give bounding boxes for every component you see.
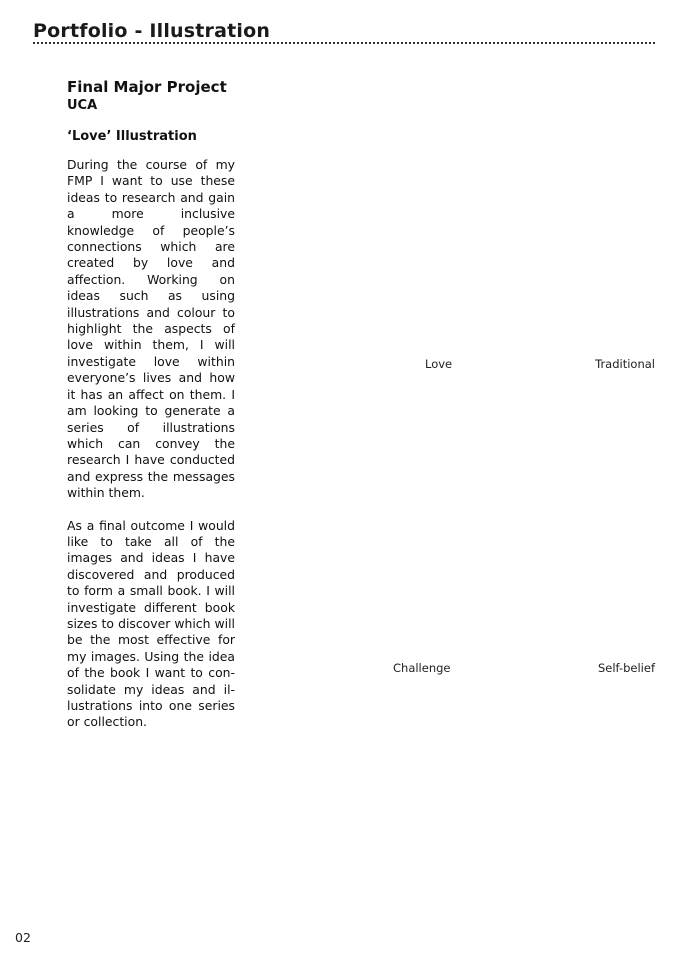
body-paragraph-intro: During the course of my FMP I want to use these ideas to research and gain a more inclusive knowledge of people’s connections which are created by love and affection. Working on ideas such as using illustrations and colour to highlight the aspects of love within them, I will investigate love within everyone’s lives and how it has an affect on them. I am looking to generate a series of illustrations which can convey the research I have conducted and express the messages within them. xyxy=(67,157,235,501)
page-header-title: Portfolio - Illustration xyxy=(33,20,271,42)
project-institution: UCA xyxy=(67,98,98,113)
header-dotted-divider xyxy=(33,42,655,44)
body-paragraph-outcome: As a final outcome I would like to take all of the images and ideas I have discovered and produced to form a small book. I will investigate different book sizes to discover which will be the most effective for my images. Using the idea of the book I want to consolidate my ideas and illustrations into one series or collection. xyxy=(67,517,235,730)
page-number: 02 xyxy=(15,930,31,945)
section-heading: ‘Love’ Illustration xyxy=(67,129,197,144)
caption-challenge: Challenge xyxy=(393,661,451,675)
caption-traditional: Traditional xyxy=(595,357,655,371)
caption-self-belief: Self-belief xyxy=(597,661,655,675)
project-title: Final Major Project xyxy=(67,78,227,96)
project-text-column xyxy=(67,78,235,731)
caption-love: Love xyxy=(425,357,453,371)
